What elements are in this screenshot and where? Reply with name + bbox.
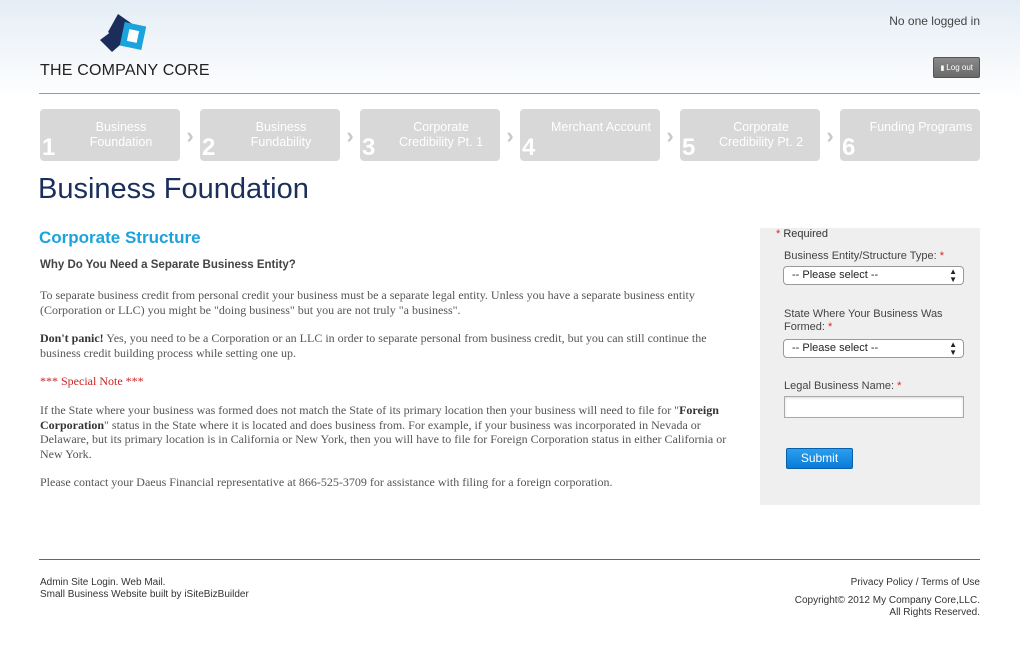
state-formed-label: [784, 308, 964, 334]
step-number: 4: [522, 134, 536, 161]
paragraph-entity: To separate business credit from personal credit your business must be a separate legal entity. Unless you have a separate business entity (Corporation or LLC) you might be "doing business" but you are not truly "a business".: [40, 288, 695, 317]
state-formed-label-text: State Where Your Business Was Formed:: [784, 308, 943, 333]
footer-left: [40, 577, 249, 601]
chevron-right-icon: ›: [186, 123, 194, 148]
chevron-right-icon: ›: [666, 123, 674, 148]
step-2[interactable]: [200, 109, 340, 161]
entity-type-label: [784, 250, 964, 263]
step-3[interactable]: [360, 109, 500, 161]
rights-text: All Rights Reserved.: [889, 607, 980, 618]
privacy-policy-link[interactable]: Privacy Policy: [850, 577, 913, 588]
step-1[interactable]: [40, 109, 180, 161]
footer-separator: /: [915, 577, 919, 588]
login-status: No one logged in: [889, 14, 980, 28]
required-note: [776, 228, 828, 240]
step-label: Merchant Account: [550, 120, 652, 134]
lock-icon: ▮: [940, 65, 945, 72]
step-label: Corporate Credibility Pt. 1: [398, 120, 484, 149]
page-title: Business Foundation: [38, 173, 309, 205]
question-heading: Why Do You Need a Separate Business Entity?: [40, 259, 296, 271]
step-4[interactable]: [520, 109, 660, 161]
entity-type-label-text: Business Entity/Structure Type:: [784, 250, 937, 262]
select-arrows-icon: ▲ ▼: [949, 267, 957, 284]
entity-type-select[interactable]: [783, 266, 964, 285]
step-number: 2: [202, 134, 216, 161]
footer-right: [795, 577, 980, 619]
chevron-right-icon: ›: [346, 123, 354, 148]
foreign-corp-bold: Foreign Corporation: [40, 403, 719, 432]
header-divider: [39, 93, 980, 94]
step-5[interactable]: [680, 109, 820, 161]
step-number: 1: [42, 134, 56, 161]
step-label: Business Fundability: [250, 120, 312, 149]
step-number: 5: [682, 134, 696, 161]
foreign-corp-text-a: If the State where your business was formed does not match the State of its primary location then your business will need to file for ": [40, 403, 680, 417]
step-number: 6: [842, 134, 856, 161]
state-formed-value: -- Please select --: [792, 342, 879, 354]
required-star: *: [828, 321, 833, 333]
step-6[interactable]: [840, 109, 980, 161]
paragraph-foreign-corp: [40, 403, 740, 461]
legal-name-label: [784, 380, 964, 393]
step-number: 3: [362, 134, 376, 161]
chevron-right-icon: ›: [506, 123, 514, 148]
web-mail-link[interactable]: Web Mail.: [121, 577, 166, 588]
required-star: *: [897, 380, 902, 392]
required-star: *: [939, 250, 944, 262]
logout-label: Log out: [946, 63, 973, 72]
select-arrows-icon: ▲ ▼: [949, 340, 957, 357]
legal-name-label-text: Legal Business Name:: [784, 380, 895, 392]
chevron-right-icon: ›: [826, 123, 834, 148]
built-by-text: Small Business Website built by iSiteBizBuilder: [40, 589, 249, 600]
special-note: *** Special Note ***: [40, 374, 144, 388]
dont-panic-text: Yes, you need to be a Corporation or an LLC in order to separate personal from business credit, but you can still continue the business credit building process while setting one up.: [40, 331, 707, 360]
paragraph-contact: Please contact your Daeus Financial representative at 866-525-3709 for assistance with filing for a foreign corporation.: [40, 475, 613, 489]
step-label: Corporate Credibility Pt. 2: [718, 120, 804, 149]
dont-panic-bold: Don't panic!: [40, 331, 104, 345]
logout-button[interactable]: [933, 57, 980, 78]
copyright-text: Copyright© 2012 My Company Core,LLC.: [794, 595, 980, 606]
terms-of-use-link[interactable]: Terms of Use: [921, 577, 980, 588]
progress-steps: [40, 109, 981, 161]
foreign-corp-text-b: " status in the State where it is located and does business from. For example, if your business was incorporated in Nevada or Delaware, but its primary location is in California or New York, then you will have to file for Foreign Corporation status in either California or New York.: [40, 417, 727, 461]
admin-login-link[interactable]: Admin Site Login.: [40, 577, 119, 588]
business-form: [760, 228, 980, 505]
logo-text: THE COMPANY CORE: [40, 62, 210, 79]
company-logo[interactable]: [40, 14, 220, 82]
logo-mark-icon: [98, 14, 146, 60]
state-formed-select[interactable]: [783, 339, 964, 358]
step-label: Business Foundation: [89, 120, 153, 149]
entity-type-value: -- Please select --: [792, 269, 879, 281]
legal-name-input[interactable]: [784, 396, 964, 418]
step-label: Funding Programs: [869, 120, 973, 134]
required-label: Required: [783, 228, 828, 240]
submit-button[interactable]: Submit: [786, 448, 853, 469]
paragraph-dont-panic: [40, 331, 740, 360]
footer-divider: [39, 559, 980, 560]
required-star: *: [776, 228, 781, 240]
section-title: Corporate Structure: [39, 228, 201, 247]
